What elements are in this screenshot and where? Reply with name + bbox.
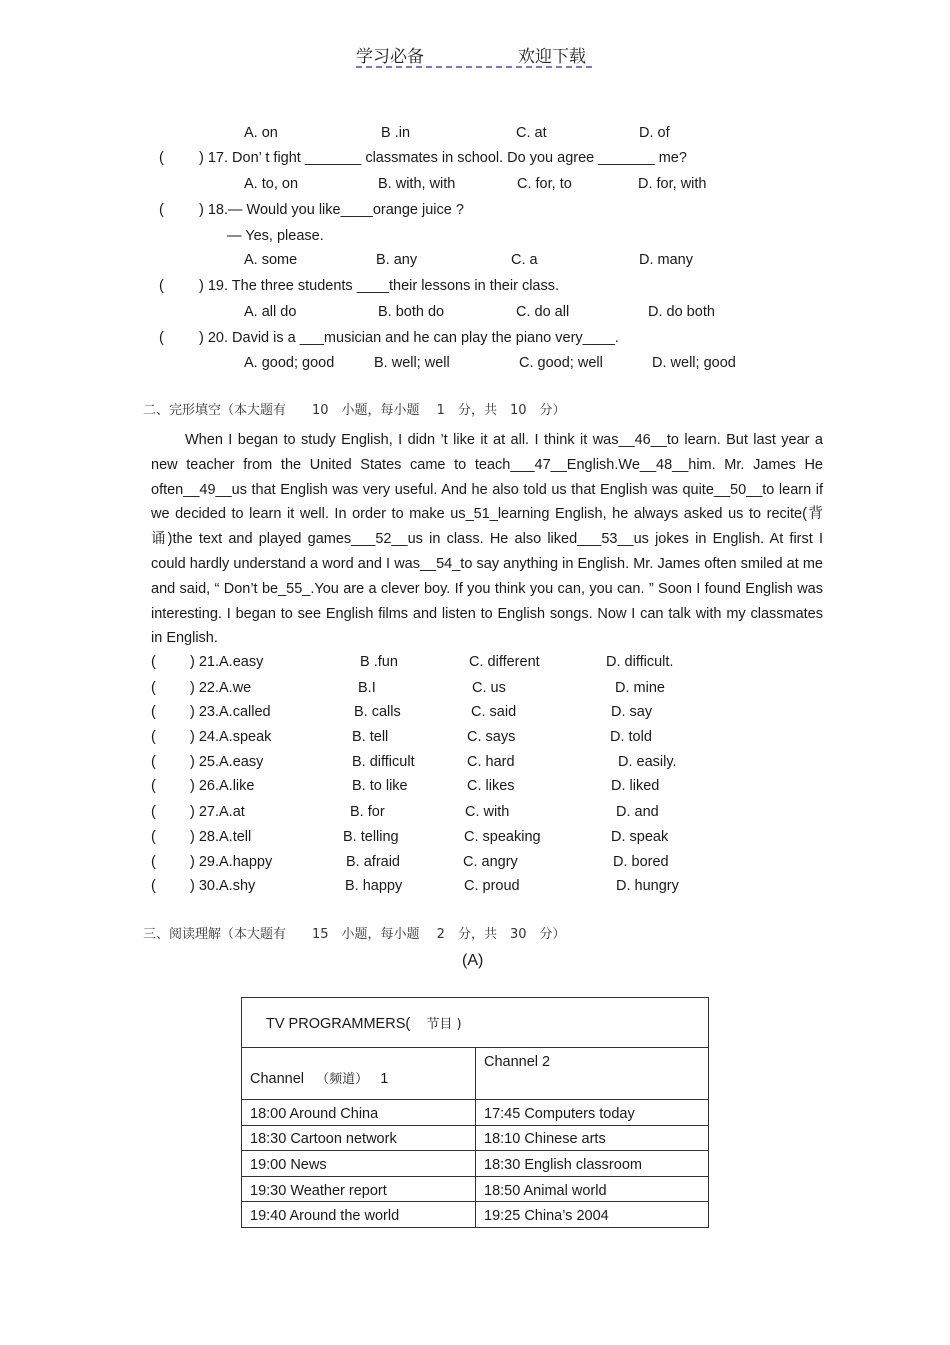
option: C. said <box>471 704 517 720</box>
table-title: TV PROGRAMMERS( 节目 ) <box>242 998 709 1048</box>
cloze-item: ) 25.A.easy <box>190 754 264 770</box>
option: D. of <box>639 125 670 141</box>
option: B. afraid <box>346 854 400 870</box>
option: C. for, to <box>517 176 572 192</box>
channel-1-header: Channel （频道） 1 <box>242 1048 476 1100</box>
answer-paren: ( <box>151 804 156 820</box>
option: D. mine <box>615 680 665 696</box>
option: C. us <box>472 680 506 696</box>
option: C. a <box>511 252 538 268</box>
option: B .in <box>381 125 411 141</box>
cloze-item: ) 30.A.shy <box>190 878 256 894</box>
option: C. different <box>469 654 540 670</box>
option: C. at <box>516 125 547 141</box>
answer-paren: ( <box>151 654 156 670</box>
option: D. bored <box>613 854 669 870</box>
option: D. and <box>616 804 659 820</box>
answer-paren: ( <box>159 278 164 294</box>
option: C. says <box>467 729 516 745</box>
option: A. good; good <box>244 355 335 371</box>
option: B. calls <box>354 704 401 720</box>
cloze-item: ) 28.A.tell <box>190 829 252 845</box>
tv-programme-table <box>241 997 709 1228</box>
answer-paren: ( <box>151 704 156 720</box>
option: C. angry <box>463 854 518 870</box>
option: B. for <box>350 804 385 820</box>
option: C. likes <box>467 778 515 794</box>
cloze-item: ) 27.A.at <box>190 804 245 820</box>
option: A. all do <box>244 304 297 320</box>
answer-paren: ( <box>159 330 164 346</box>
option: A. on <box>244 125 278 141</box>
cloze-item: ) 22.A.we <box>190 680 252 696</box>
option: B. well; well <box>374 355 450 371</box>
question-stem: ) 17. Don’ t fight _______ classmates in school. Do you agree _______ me? <box>199 150 687 166</box>
option: B. telling <box>343 829 399 845</box>
channel-2-header: Channel 2 <box>476 1048 709 1100</box>
passage-label: (A) <box>462 952 484 969</box>
option: B .fun <box>360 654 398 670</box>
header-left: 学习必备 <box>356 47 424 67</box>
option: A. some <box>244 252 298 268</box>
page-header <box>356 40 592 68</box>
option: D. many <box>639 252 693 268</box>
option: C. good; well <box>519 355 603 371</box>
option: B. to like <box>352 778 408 794</box>
cloze-passage <box>151 428 823 651</box>
option: D. say <box>611 704 653 720</box>
section-title: 二、完形填空（本大题有 10 小题，每小题 1 分，共 10 分） <box>143 403 566 418</box>
option: B. with, with <box>378 176 456 192</box>
table-row: 19:40 Around the world 19:25 China’s 2004 <box>242 1202 709 1228</box>
question-stem: ) 18.— Would you like____orange juice ? <box>199 202 464 218</box>
answer-paren: ( <box>159 202 164 218</box>
answer-paren: ( <box>159 150 164 166</box>
option: B. tell <box>352 729 389 745</box>
question-reply: — Yes, please. <box>227 228 324 244</box>
option: A. to, on <box>244 176 299 192</box>
option: D. hungry <box>616 878 679 894</box>
answer-paren: ( <box>151 754 156 770</box>
option: D. do both <box>648 304 715 320</box>
option: D. easily. <box>618 754 677 770</box>
option: B.I <box>358 680 376 696</box>
option: B. both do <box>378 304 445 320</box>
section-title: 三、阅读理解（本大题有 15 小题，每小题 2 分，共 30 分） <box>143 927 566 942</box>
option: D. well; good <box>652 355 736 371</box>
question-stem: ) 19. The three students ____their lessons in their class. <box>199 278 560 294</box>
answer-paren: ( <box>151 854 156 870</box>
option: D. speak <box>611 829 669 845</box>
header-right: 欢迎下载 <box>518 47 586 67</box>
answer-paren: ( <box>151 829 156 845</box>
answer-paren: ( <box>151 729 156 745</box>
cloze-item: ) 29.A.happy <box>190 854 273 870</box>
option: D. told <box>610 729 652 745</box>
option: D. difficult. <box>606 654 674 670</box>
option: C. do all <box>516 304 570 320</box>
option: C. hard <box>467 754 515 770</box>
table-row: 18:00 Around China 17:45 Computers today <box>242 1100 709 1126</box>
answer-paren: ( <box>151 680 156 696</box>
option: B. difficult <box>352 754 415 770</box>
table-row: 18:30 Cartoon network 18:10 Chinese arts <box>242 1125 709 1151</box>
answer-paren: ( <box>151 778 156 794</box>
question-stem: ) 20. David is a ___musician and he can play the piano very____. <box>199 330 619 346</box>
option: C. speaking <box>464 829 541 845</box>
cloze-item: ) 26.A.like <box>190 778 255 794</box>
option: D. liked <box>611 778 660 794</box>
cloze-item: ) 24.A.speak <box>190 729 272 745</box>
cloze-item: ) 21.A.easy <box>190 654 264 670</box>
table-row: 19:30 Weather report 18:50 Animal world <box>242 1176 709 1202</box>
option: B. happy <box>345 878 403 894</box>
table-row: 19:00 News 18:30 English classroom <box>242 1151 709 1177</box>
cloze-item: ) 23.A.called <box>190 704 271 720</box>
answer-paren: ( <box>151 878 156 894</box>
option: C. proud <box>464 878 520 894</box>
option: D. for, with <box>638 176 707 192</box>
passage-text: When I began to study English, I didn ’t like it at all. I think it was__46__to learn. But last year a new teacher from the United States came to teach___47__English.We__48__him. Mr. James He often__49__us that English was very useful. And he also told us that English was quite__50__to learn if we decided to learn it well. In order to make us_51_learning English, he always asked us to recite(背诵)the text and played games___52__us in class. He also liked___53__us jokes in English. At first I could hardly understand a word and I was__54_to say anything in English. Mr. James often smiled at me and said, “ Don’t be_55_.You are a clever boy. If you think you can, you can. ” Soon I found English was interesting. I began to see English films and listen to English songs. Now I can talk with my classmates in English. <box>151 432 823 647</box>
option: C. with <box>465 804 510 820</box>
option: B. any <box>376 252 418 268</box>
